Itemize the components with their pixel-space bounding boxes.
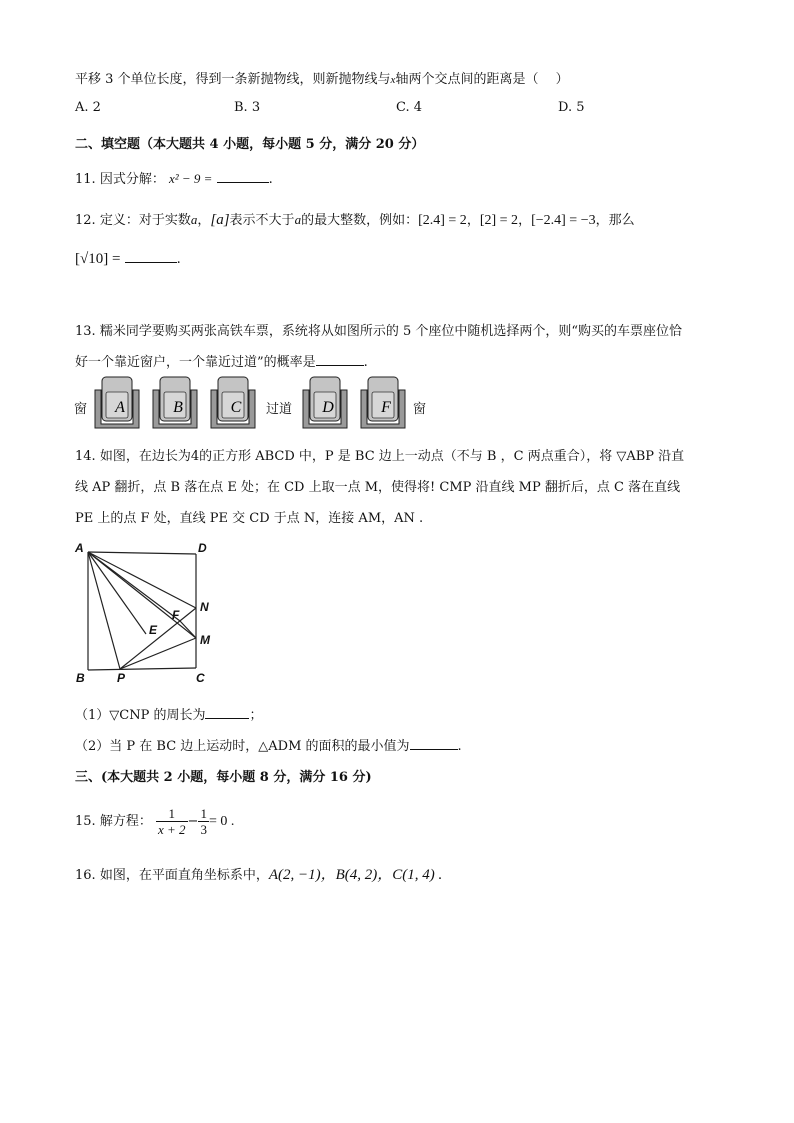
- label-c: C: [196, 671, 205, 685]
- label-d: D: [198, 541, 207, 555]
- seat-row-left: [92, 374, 264, 430]
- q11-answer-blank: [217, 169, 269, 183]
- q10-option-a: A. 2: [75, 100, 101, 115]
- q15: 15. 解方程： $\frac{1}{x + 2}$ − $\frac{1}{3}$ = 0 .: [75, 806, 235, 837]
- q13-line2: 好一个靠近窗户，一个靠近过道”的概率是 .: [75, 351, 368, 370]
- q13-answer-blank: [316, 352, 364, 366]
- seat-label-a: A: [115, 399, 125, 416]
- window-label-left: 窗: [74, 402, 88, 417]
- aisle-label: 过道: [266, 402, 293, 417]
- fraction-1: $\frac{1}{x + 2}$: [157, 806, 186, 837]
- window-label-right: 窗: [413, 402, 427, 417]
- section-2-title: 二、填空题（本大题共 4 小题，每小题 5 分，满分 20 分）: [75, 137, 425, 152]
- label-b: B: [76, 671, 85, 685]
- label-a: A: [75, 541, 84, 555]
- q11: 11. 因式分解： x² − 9 = .: [75, 171, 273, 187]
- square-figure: [72, 538, 222, 686]
- q14-line1: 14. 如图，在边长为4的正方形 ABCD 中，P 是 BC 边上一动点（不与 B ，C 两点重合），将 ▽ABP 沿直: [75, 449, 685, 464]
- segment-pm: [120, 638, 196, 669]
- q12-answer-blank: [125, 249, 177, 263]
- q13-line1: 13. 糯米同学要购买两张高铁车票，系统将从如图所示的 5 个座位中随机选择两个，则“购买的车票座位恰: [75, 324, 683, 339]
- label-n: N: [200, 600, 209, 614]
- q14-sub1-blank: [205, 705, 249, 719]
- q10-option-b: B. 3: [234, 100, 261, 115]
- seat-label-b: B: [173, 399, 183, 416]
- q14-sub2: （2）当 P 在 BC 边上运动时，△ADM 的面积的最小值为 .: [75, 735, 462, 754]
- segment-af: [88, 552, 180, 621]
- q10-option-d: D. 5: [558, 100, 585, 115]
- segment-fm: [180, 621, 196, 638]
- segment-an: [88, 552, 196, 608]
- seat-label-c: C: [230, 399, 242, 416]
- label-m: M: [200, 633, 210, 647]
- seat-label-f: F: [381, 399, 391, 416]
- q16: 16. 如图，在平面直角坐标系中，A(2, −1)，B(4, 2)，C(1, 4) .: [75, 867, 443, 883]
- q14-line3: PE 上的点 F 处，直线 PE 交 CD 于点 N，连接 AM，AN .: [75, 511, 424, 526]
- edge-ad: [88, 552, 196, 554]
- section-3-title: 三、(本大题共 2 小题，每小题 8 分，满分 16 分): [75, 770, 372, 785]
- label-f: F: [172, 608, 180, 622]
- q14-sub1: （1）▽CNP 的周长为 ；: [75, 704, 263, 723]
- seat-row-right: [300, 374, 412, 430]
- q10-line: 平移 3 个单位长度，得到一条新抛物线，则新抛物线与x轴两个交点间的距离是（ ）: [75, 72, 569, 87]
- q14-sub2-blank: [410, 736, 458, 750]
- label-p: P: [117, 671, 126, 685]
- seat-label-d: D: [322, 399, 334, 416]
- q12-line2: [√10] = .: [75, 251, 181, 267]
- segment-pn: [120, 608, 196, 669]
- segment-ae: [88, 552, 146, 634]
- q14-line2: 线 AP 翻折，点 B 落在点 E 处；在 CD 上取一点 M，使得将! CMP 沿直线 MP 翻折后，点 C 落在直线: [75, 480, 681, 495]
- segment-ap: [88, 552, 120, 669]
- q10-option-c: C. 4: [396, 100, 423, 115]
- q12-line1: 12. 定义：对于实数a，[a]表示不大于a的最大整数，例如：[2.4] = 2，[2] = 2，[−2.4] = −3，那么: [75, 212, 635, 228]
- edge-bc: [88, 668, 196, 670]
- fraction-2: $\frac{1}{3}$: [200, 806, 207, 837]
- label-e: E: [149, 623, 158, 637]
- segment-am: [88, 552, 196, 638]
